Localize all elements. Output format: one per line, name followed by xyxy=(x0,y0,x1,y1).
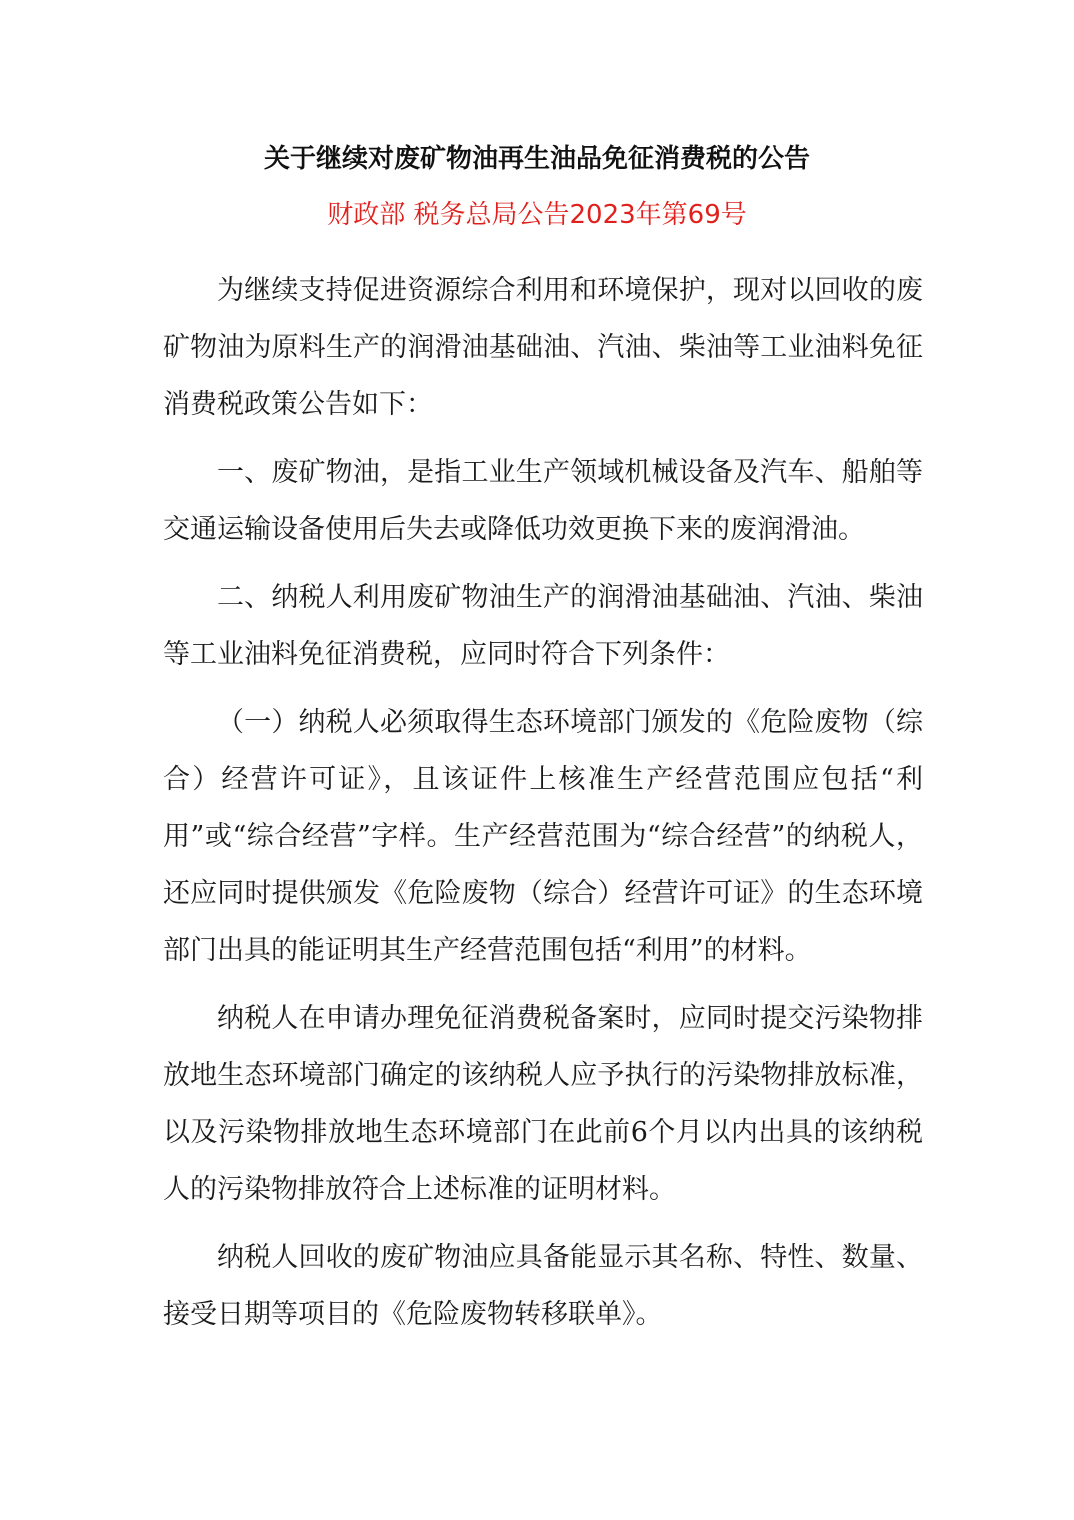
document-subtitle: 财政部 税务总局公告2023年第69号 xyxy=(327,200,747,230)
paragraph-intro: 为继续支持促进资源综合利用和环境保护，现对以回收的废矿物油为原料生产的润滑油基础油、汽油、柴油等工业油料免征消费税政策公告如下： xyxy=(163,275,923,420)
document-title: 关于继续对废矿物油再生油品免征消费税的公告 xyxy=(263,144,810,174)
paragraph-conditions: 二、纳税人利用废矿物油生产的润滑油基础油、汽油、柴油等工业油料免征消费税，应同时符合下列条件： xyxy=(163,582,923,670)
paragraph-definition: 一、废矿物油，是指工业生产领域机械设备及汽车、船舶等交通运输设备使用后失去或降低功效更换下来的废润滑油。 xyxy=(163,457,923,545)
paragraph-transfer-form: 纳税人回收的废矿物油应具备能显示其名称、特性、数量、接受日期等项目的《危险废物转移联单》。 xyxy=(163,1242,923,1330)
paragraph-condition-1: （一）纳税人必须取得生态环境部门颁发的《危险废物（综合）经营许可证》，且该证件上核准生产经营范围应包括“利用”或“综合经营”字样。生产经营范围为“综合经营”的纳税人，还应同时提供颁发《危险废物（综合）经营许可证》的生态环境部门出具的能证明其生产经营范围包括“利用”的材料。 xyxy=(163,707,923,966)
paragraph-emission-standard: 纳税人在申请办理免征消费税备案时，应同时提交污染物排放地生态环境部门确定的该纳税人应予执行的污染物排放标准，以及污染物排放地生态环境部门在此前6个月以内出具的该纳税人的污染物排放符合上述标准的证明材料。 xyxy=(163,1003,923,1205)
document-body xyxy=(163,262,923,1354)
